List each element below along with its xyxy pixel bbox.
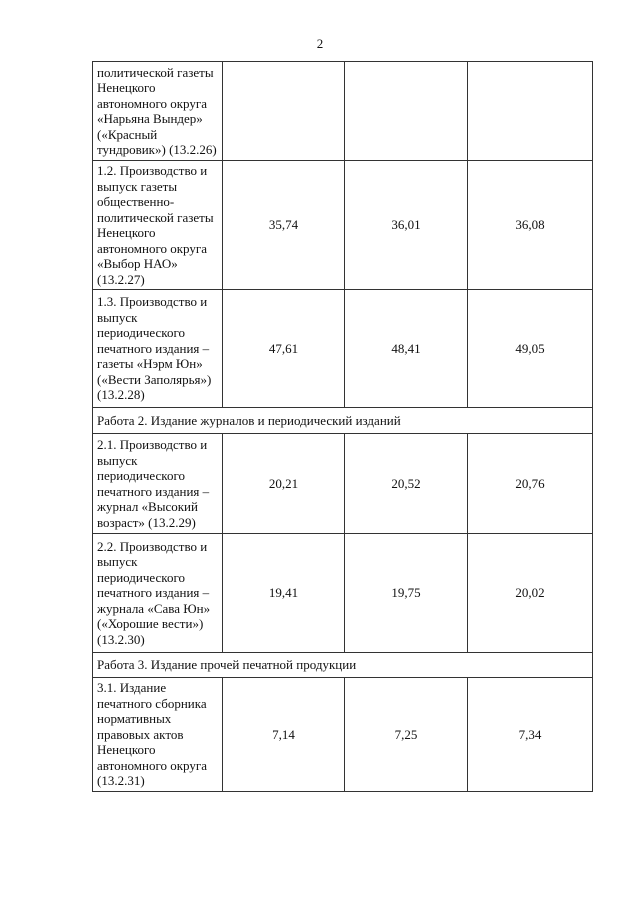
value-cell-1: 20,21 bbox=[223, 434, 345, 534]
description-line: выпуск bbox=[97, 452, 138, 468]
section-header-row bbox=[93, 408, 593, 434]
table-body bbox=[93, 62, 593, 792]
description-line: 1.2. Производство и bbox=[97, 163, 208, 178]
description-line: газеты «Нэрм Юн» bbox=[97, 356, 203, 372]
table-row bbox=[93, 678, 593, 792]
section-label: Работа 2. Издание журналов и периодический изданий bbox=[93, 408, 593, 434]
description-line: («Красный bbox=[97, 126, 158, 142]
value-cell-2: 36,01 bbox=[345, 161, 468, 290]
description-line: (13.2.30) bbox=[97, 631, 145, 647]
description-line: Ненецкого bbox=[97, 742, 156, 757]
tariff-table bbox=[92, 61, 593, 792]
item-description bbox=[93, 678, 223, 792]
value-cell-3: 7,34 bbox=[468, 678, 593, 792]
description-line: периодического bbox=[97, 569, 185, 585]
description-line: «Нарьяна Вындер» bbox=[97, 111, 203, 126]
value-cell-3 bbox=[468, 62, 593, 161]
value-cell-2 bbox=[345, 62, 468, 161]
table-row bbox=[93, 161, 593, 290]
description-line: (13.2.28) bbox=[97, 387, 145, 403]
description-line: 3.1. Издание bbox=[97, 680, 167, 695]
description-line: политической газеты bbox=[97, 209, 214, 225]
page-number: 2 bbox=[316, 36, 324, 51]
table-row bbox=[93, 534, 593, 653]
description-line: периодического bbox=[97, 468, 185, 483]
description-line: выпуск газеты bbox=[97, 178, 178, 194]
value-cell-2: 48,41 bbox=[345, 290, 468, 408]
value-cell-3: 20,76 bbox=[468, 434, 593, 534]
description-line: («Хорошие вести») bbox=[97, 616, 204, 632]
value-cell-2: 19,75 bbox=[345, 534, 468, 653]
description-line: нормативных bbox=[97, 711, 172, 726]
description-line: журнал «Высокий bbox=[97, 499, 198, 514]
description-line: журнала «Сава Юн» bbox=[97, 600, 211, 616]
description-line: («Вести Заполярья») bbox=[97, 371, 212, 387]
value-cell-2: 20,52 bbox=[345, 434, 468, 534]
description-line: (13.2.31) bbox=[97, 773, 145, 788]
item-description bbox=[93, 62, 223, 161]
description-line: печатного издания – bbox=[97, 340, 210, 356]
table-row bbox=[93, 434, 593, 534]
value-cell-1: 35,74 bbox=[223, 161, 345, 290]
description-line: правовых актов bbox=[97, 726, 184, 742]
section-label: Работа 3. Издание прочей печатной продукции bbox=[93, 653, 593, 678]
item-description bbox=[93, 290, 223, 408]
description-line: 1.3. Производство и bbox=[97, 294, 208, 310]
description-line: печатного издания – bbox=[97, 585, 210, 601]
item-description bbox=[93, 434, 223, 534]
value-cell-3: 49,05 bbox=[468, 290, 593, 408]
description-line: автономного округа bbox=[97, 95, 207, 111]
description-line: периодического bbox=[97, 325, 185, 341]
description-line: возраст» (13.2.29) bbox=[97, 514, 196, 530]
section-header-row bbox=[93, 653, 593, 678]
item-description bbox=[93, 534, 223, 653]
value-cell-3: 20,02 bbox=[468, 534, 593, 653]
value-cell-1: 47,61 bbox=[223, 290, 345, 408]
value-cell-2: 7,25 bbox=[345, 678, 468, 792]
description-line: политической газеты bbox=[97, 64, 214, 80]
description-line: «Выбор НАО» bbox=[97, 256, 178, 271]
table-row bbox=[93, 290, 593, 408]
description-line: 2.1. Производство и bbox=[97, 437, 208, 452]
item-description bbox=[93, 161, 223, 290]
description-line: печатного издания – bbox=[97, 483, 210, 499]
description-line: 2.2. Производство и bbox=[97, 538, 208, 554]
value-cell-1: 7,14 bbox=[223, 678, 345, 792]
description-line: (13.2.27) bbox=[97, 271, 145, 287]
table-row bbox=[93, 62, 593, 161]
value-cell-1 bbox=[223, 62, 345, 161]
value-cell-3: 36,08 bbox=[468, 161, 593, 290]
description-line: автономного округа bbox=[97, 757, 207, 773]
description-line: печатного сборника bbox=[97, 695, 207, 711]
description-line: тундровик») (13.2.26) bbox=[97, 142, 217, 157]
description-line: выпуск bbox=[97, 309, 138, 325]
description-line: Ненецкого bbox=[97, 225, 156, 240]
description-line: выпуск bbox=[97, 554, 138, 570]
description-line: автономного округа bbox=[97, 240, 207, 256]
description-line: общественно- bbox=[97, 194, 175, 209]
description-line: Ненецкого bbox=[97, 80, 156, 95]
value-cell-1: 19,41 bbox=[223, 534, 345, 653]
